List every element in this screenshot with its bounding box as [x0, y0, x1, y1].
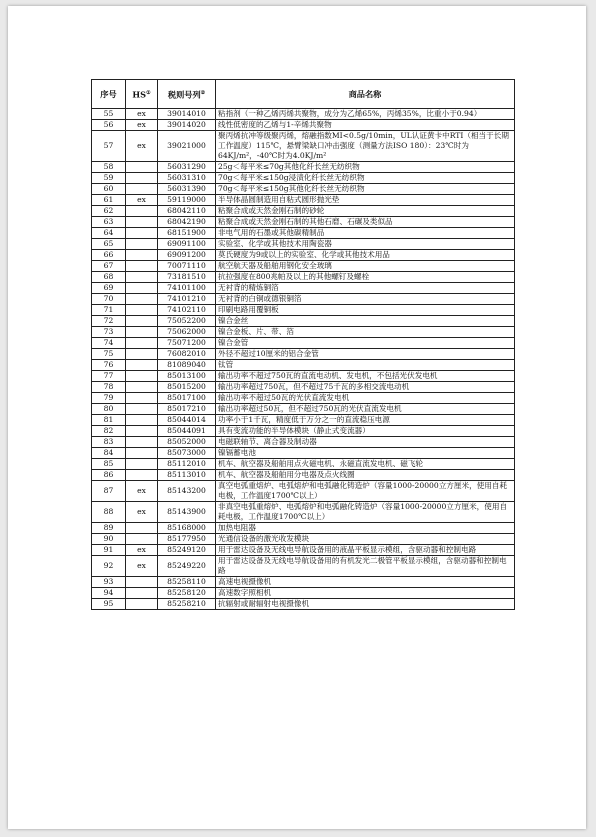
row-ex-marker — [126, 305, 158, 316]
row-tariff-code: 85013100 — [158, 371, 216, 382]
row-number: 74 — [92, 338, 126, 349]
row-product-name: 70g＜每平米≤150g其他化纤长丝无纺织物 — [216, 184, 515, 195]
row-product-name: 镍合金丝 — [216, 316, 515, 327]
row-product-name: 印刷电路用覆铜板 — [216, 305, 515, 316]
row-tariff-code: 73181510 — [158, 272, 216, 283]
row-tariff-code: 39014010 — [158, 109, 216, 120]
row-ex-marker — [126, 588, 158, 599]
row-number: 59 — [92, 173, 126, 184]
row-tariff-code: 85112010 — [158, 459, 216, 470]
row-ex-marker: ex — [126, 195, 158, 206]
header-tariff — [158, 80, 216, 109]
row-product-name: 高速数字照相机 — [216, 588, 515, 599]
row-tariff-code: 59119000 — [158, 195, 216, 206]
table-row — [92, 382, 515, 393]
row-ex-marker — [126, 316, 158, 327]
header-seq: 序号 — [92, 80, 126, 109]
row-tariff-code: 85015200 — [158, 382, 216, 393]
row-product-name: 用于雷达设备及无线电导航设备用的液晶平板显示模组，含驱动器和控制电路 — [216, 545, 515, 556]
row-number: 62 — [92, 206, 126, 217]
footnote-marker-1: ① — [146, 90, 151, 97]
row-product-name: 航空航天器及船舶用钢化安全玻璃 — [216, 261, 515, 272]
row-tariff-code: 85017100 — [158, 393, 216, 404]
row-ex-marker: ex — [126, 131, 158, 162]
row-product-name: 外径不超过10厘米的铝合金管 — [216, 349, 515, 360]
row-product-name: 镍合金板、片、带、箔 — [216, 327, 515, 338]
row-tariff-code: 85044014 — [158, 415, 216, 426]
table-row — [92, 360, 515, 371]
table-row — [92, 556, 515, 577]
row-tariff-code: 68042110 — [158, 206, 216, 217]
row-ex-marker: ex — [126, 502, 158, 523]
row-number: 58 — [92, 162, 126, 173]
row-ex-marker — [126, 173, 158, 184]
row-ex-marker — [126, 404, 158, 415]
table-row — [92, 305, 515, 316]
row-ex-marker: ex — [126, 120, 158, 131]
row-tariff-code: 85258210 — [158, 599, 216, 610]
row-ex-marker — [126, 371, 158, 382]
row-tariff-code: 85143200 — [158, 481, 216, 502]
row-product-name: 莫氏硬度为9或以上的实验室、化学或其他技术用品 — [216, 250, 515, 261]
header-name: 商品名称 — [216, 80, 515, 109]
row-ex-marker — [126, 228, 158, 239]
row-tariff-code: 70071110 — [158, 261, 216, 272]
row-tariff-code: 74101210 — [158, 294, 216, 305]
row-number: 87 — [92, 481, 126, 502]
row-number: 70 — [92, 294, 126, 305]
row-tariff-code: 74101100 — [158, 283, 216, 294]
row-number: 64 — [92, 228, 126, 239]
row-tariff-code: 75071200 — [158, 338, 216, 349]
table-row — [92, 426, 515, 437]
row-product-name: 用于雷达设备及无线电导航设备用的有机发光二极管平板显示模组，含驱动器和控制电路 — [216, 556, 515, 577]
table-row — [92, 228, 515, 239]
row-tariff-code: 69091100 — [158, 239, 216, 250]
row-ex-marker: ex — [126, 109, 158, 120]
table-row — [92, 459, 515, 470]
row-number: 60 — [92, 184, 126, 195]
row-number: 55 — [92, 109, 126, 120]
table-row — [92, 437, 515, 448]
row-product-name: 镍镉蓄电池 — [216, 448, 515, 459]
table-body — [92, 109, 515, 610]
row-ex-marker — [126, 470, 158, 481]
table-row — [92, 371, 515, 382]
row-number: 81 — [92, 415, 126, 426]
header-row — [92, 80, 515, 109]
row-product-name: 输出功率不超过750瓦的直流电动机、发电机，不包括光伏发电机 — [216, 371, 515, 382]
table-row — [92, 502, 515, 523]
row-ex-marker — [126, 294, 158, 305]
row-tariff-code: 85249120 — [158, 545, 216, 556]
table-row — [92, 599, 515, 610]
row-number: 93 — [92, 577, 126, 588]
row-ex-marker — [126, 261, 158, 272]
footnote-marker-2: ② — [200, 90, 206, 97]
header-hs — [126, 80, 158, 109]
row-tariff-code: 81089040 — [158, 360, 216, 371]
table-row — [92, 534, 515, 545]
row-number: 84 — [92, 448, 126, 459]
row-number: 79 — [92, 393, 126, 404]
row-product-name: 高速电视摄像机 — [216, 577, 515, 588]
row-ex-marker — [126, 272, 158, 283]
row-number: 65 — [92, 239, 126, 250]
table-row — [92, 195, 515, 206]
row-product-name: 半导体晶圆制造用自粘式圆形抛光垫 — [216, 195, 515, 206]
row-ex-marker: ex — [126, 481, 158, 502]
row-number: 80 — [92, 404, 126, 415]
row-ex-marker — [126, 599, 158, 610]
row-product-name: 真空电弧重熔炉、电弧熔炉和电弧融化铸造炉（容量1000-20000立方厘米，使用自耗电极，工作温度1700℃以上） — [216, 481, 515, 502]
row-ex-marker — [126, 415, 158, 426]
header-hs-label: HS — [132, 89, 147, 100]
table-row — [92, 404, 515, 415]
row-tariff-code: 85017210 — [158, 404, 216, 415]
row-number: 78 — [92, 382, 126, 393]
row-product-name: 机车、航空器及船舶用分电器及点火线圈 — [216, 470, 515, 481]
row-tariff-code: 76082010 — [158, 349, 216, 360]
table-header — [92, 80, 515, 109]
table-row — [92, 272, 515, 283]
row-product-name: 抗拉强度在800兆帕及以上的其他螺钉及螺栓 — [216, 272, 515, 283]
row-ex-marker — [126, 239, 158, 250]
table-row — [92, 239, 515, 250]
row-ex-marker — [126, 184, 158, 195]
table-row — [92, 349, 515, 360]
row-number: 76 — [92, 360, 126, 371]
table-row — [92, 523, 515, 534]
table-row — [92, 261, 515, 272]
row-tariff-code: 85143900 — [158, 502, 216, 523]
row-ex-marker — [126, 382, 158, 393]
row-ex-marker — [126, 459, 158, 470]
table-row — [92, 250, 515, 261]
row-number: 75 — [92, 349, 126, 360]
table-row — [92, 393, 515, 404]
row-product-name: 聚丙烯抗冲等级聚丙烯，熔融指数MI<0.5g/10min，UL认证黄卡中RTI（相当于长期工作温度）115℃，悬臂梁缺口冲击强度（测量方法ISO 180）：23℃时为64KJ/m²，-40℃时为4.0KJ/m² — [216, 131, 515, 162]
table-row — [92, 120, 515, 131]
row-product-name: 粘聚合成或天然金刚石制的砂轮 — [216, 206, 515, 217]
table-row — [92, 162, 515, 173]
row-tariff-code: 85052000 — [158, 437, 216, 448]
table-row — [92, 294, 515, 305]
table-row — [92, 131, 515, 162]
table-row — [92, 173, 515, 184]
row-tariff-code: 75052200 — [158, 316, 216, 327]
table-row — [92, 316, 515, 327]
table-row — [92, 206, 515, 217]
row-ex-marker — [126, 338, 158, 349]
row-number: 95 — [92, 599, 126, 610]
row-number: 66 — [92, 250, 126, 261]
row-tariff-code: 68042190 — [158, 217, 216, 228]
row-product-name: 无衬背的精炼铜箔 — [216, 283, 515, 294]
row-number: 67 — [92, 261, 126, 272]
row-product-name: 25g＜每平米≤70g其他化纤长丝无纺织物 — [216, 162, 515, 173]
table-row — [92, 283, 515, 294]
row-ex-marker — [126, 327, 158, 338]
row-ex-marker — [126, 437, 158, 448]
row-tariff-code: 68151900 — [158, 228, 216, 239]
row-product-name: 镍合金管 — [216, 338, 515, 349]
row-product-name: 功率小于1千瓦，精度低于万分之一的直流稳压电源 — [216, 415, 515, 426]
row-product-name: 抗辐射或耐辐射电视摄像机 — [216, 599, 515, 610]
row-number: 57 — [92, 131, 126, 162]
row-product-name: 钛管 — [216, 360, 515, 371]
document-page — [8, 6, 586, 829]
row-ex-marker — [126, 349, 158, 360]
row-number: 85 — [92, 459, 126, 470]
row-product-name: 粘指剂（一种乙烯丙烯共聚物，成分为乙烯65%，丙烯35%，比重小于0.94） — [216, 109, 515, 120]
table-row — [92, 545, 515, 556]
row-tariff-code: 39014020 — [158, 120, 216, 131]
tariff-table — [91, 79, 515, 610]
row-product-name: 输出功率超过750瓦，但不超过75千瓦的多相交流电动机 — [216, 382, 515, 393]
table-row — [92, 588, 515, 599]
row-tariff-code: 85073000 — [158, 448, 216, 459]
table-row — [92, 481, 515, 502]
row-tariff-code: 85168000 — [158, 523, 216, 534]
row-ex-marker — [126, 393, 158, 404]
row-ex-marker: ex — [126, 545, 158, 556]
row-ex-marker — [126, 523, 158, 534]
row-ex-marker — [126, 217, 158, 228]
row-tariff-code: 85044091 — [158, 426, 216, 437]
row-tariff-code: 75062000 — [158, 327, 216, 338]
row-number: 61 — [92, 195, 126, 206]
row-product-name: 70g＜每平米≤150g浸渍化纤长丝无纺织物 — [216, 173, 515, 184]
row-ex-marker — [126, 206, 158, 217]
row-ex-marker — [126, 577, 158, 588]
row-ex-marker — [126, 250, 158, 261]
table-row — [92, 470, 515, 481]
row-tariff-code: 74102110 — [158, 305, 216, 316]
row-number: 89 — [92, 523, 126, 534]
row-ex-marker — [126, 162, 158, 173]
row-product-name: 线性低密度的乙烯与1-辛烯共聚物 — [216, 120, 515, 131]
table-row — [92, 109, 515, 120]
table-row — [92, 338, 515, 349]
row-tariff-code: 56031310 — [158, 173, 216, 184]
row-number: 63 — [92, 217, 126, 228]
row-number: 82 — [92, 426, 126, 437]
table-row — [92, 217, 515, 228]
row-number: 92 — [92, 556, 126, 577]
row-product-name: 输出功率不超过50瓦的光伏直流发电机 — [216, 393, 515, 404]
row-product-name: 机车、航空器及船舶用点火磁电机、永磁直流发电机、磁飞轮 — [216, 459, 515, 470]
row-product-name: 非电气用的石墨或其他碳精制品 — [216, 228, 515, 239]
row-tariff-code: 69091200 — [158, 250, 216, 261]
row-tariff-code: 85113010 — [158, 470, 216, 481]
row-tariff-code: 85258120 — [158, 588, 216, 599]
row-tariff-code: 56031390 — [158, 184, 216, 195]
table-row — [92, 327, 515, 338]
row-product-name: 光通信设备的激光收发模块 — [216, 534, 515, 545]
row-product-name: 加热电阻器 — [216, 523, 515, 534]
row-ex-marker — [126, 360, 158, 371]
row-number: 69 — [92, 283, 126, 294]
row-ex-marker — [126, 283, 158, 294]
row-number: 73 — [92, 327, 126, 338]
row-product-name: 具有变流功能的半导体模块（静止式变流器） — [216, 426, 515, 437]
row-tariff-code: 85249220 — [158, 556, 216, 577]
table-row — [92, 448, 515, 459]
row-ex-marker — [126, 448, 158, 459]
header-tariff-label: 税则号列 — [167, 89, 201, 100]
table-row — [92, 415, 515, 426]
row-ex-marker: ex — [126, 556, 158, 577]
row-number: 86 — [92, 470, 126, 481]
row-number: 56 — [92, 120, 126, 131]
row-tariff-code: 85258110 — [158, 577, 216, 588]
row-product-name: 电磁联轴节、离合器及制动器 — [216, 437, 515, 448]
table-row — [92, 577, 515, 588]
row-product-name: 实验室、化学或其他技术用陶瓷器 — [216, 239, 515, 250]
row-tariff-code: 39021000 — [158, 131, 216, 162]
row-number: 88 — [92, 502, 126, 523]
row-number: 94 — [92, 588, 126, 599]
row-number: 68 — [92, 272, 126, 283]
row-ex-marker — [126, 534, 158, 545]
row-number: 71 — [92, 305, 126, 316]
row-product-name: 无衬背的白铜或德银铜箔 — [216, 294, 515, 305]
row-product-name: 非真空电弧重熔炉、电弧熔炉和电弧融化铸造炉（容量1000-20000立方厘米，使用自耗电极，工作温度1700℃以上） — [216, 502, 515, 523]
row-number: 77 — [92, 371, 126, 382]
table-row — [92, 184, 515, 195]
row-number: 72 — [92, 316, 126, 327]
row-number: 90 — [92, 534, 126, 545]
row-product-name: 输出功率超过50瓦，但不超过750瓦的光伏直流发电机 — [216, 404, 515, 415]
row-tariff-code: 56031290 — [158, 162, 216, 173]
row-product-name: 粘聚合成或天然金刚石制的其他石磨、石碾及类似品 — [216, 217, 515, 228]
row-number: 83 — [92, 437, 126, 448]
row-ex-marker — [126, 426, 158, 437]
row-number: 91 — [92, 545, 126, 556]
row-tariff-code: 85177950 — [158, 534, 216, 545]
